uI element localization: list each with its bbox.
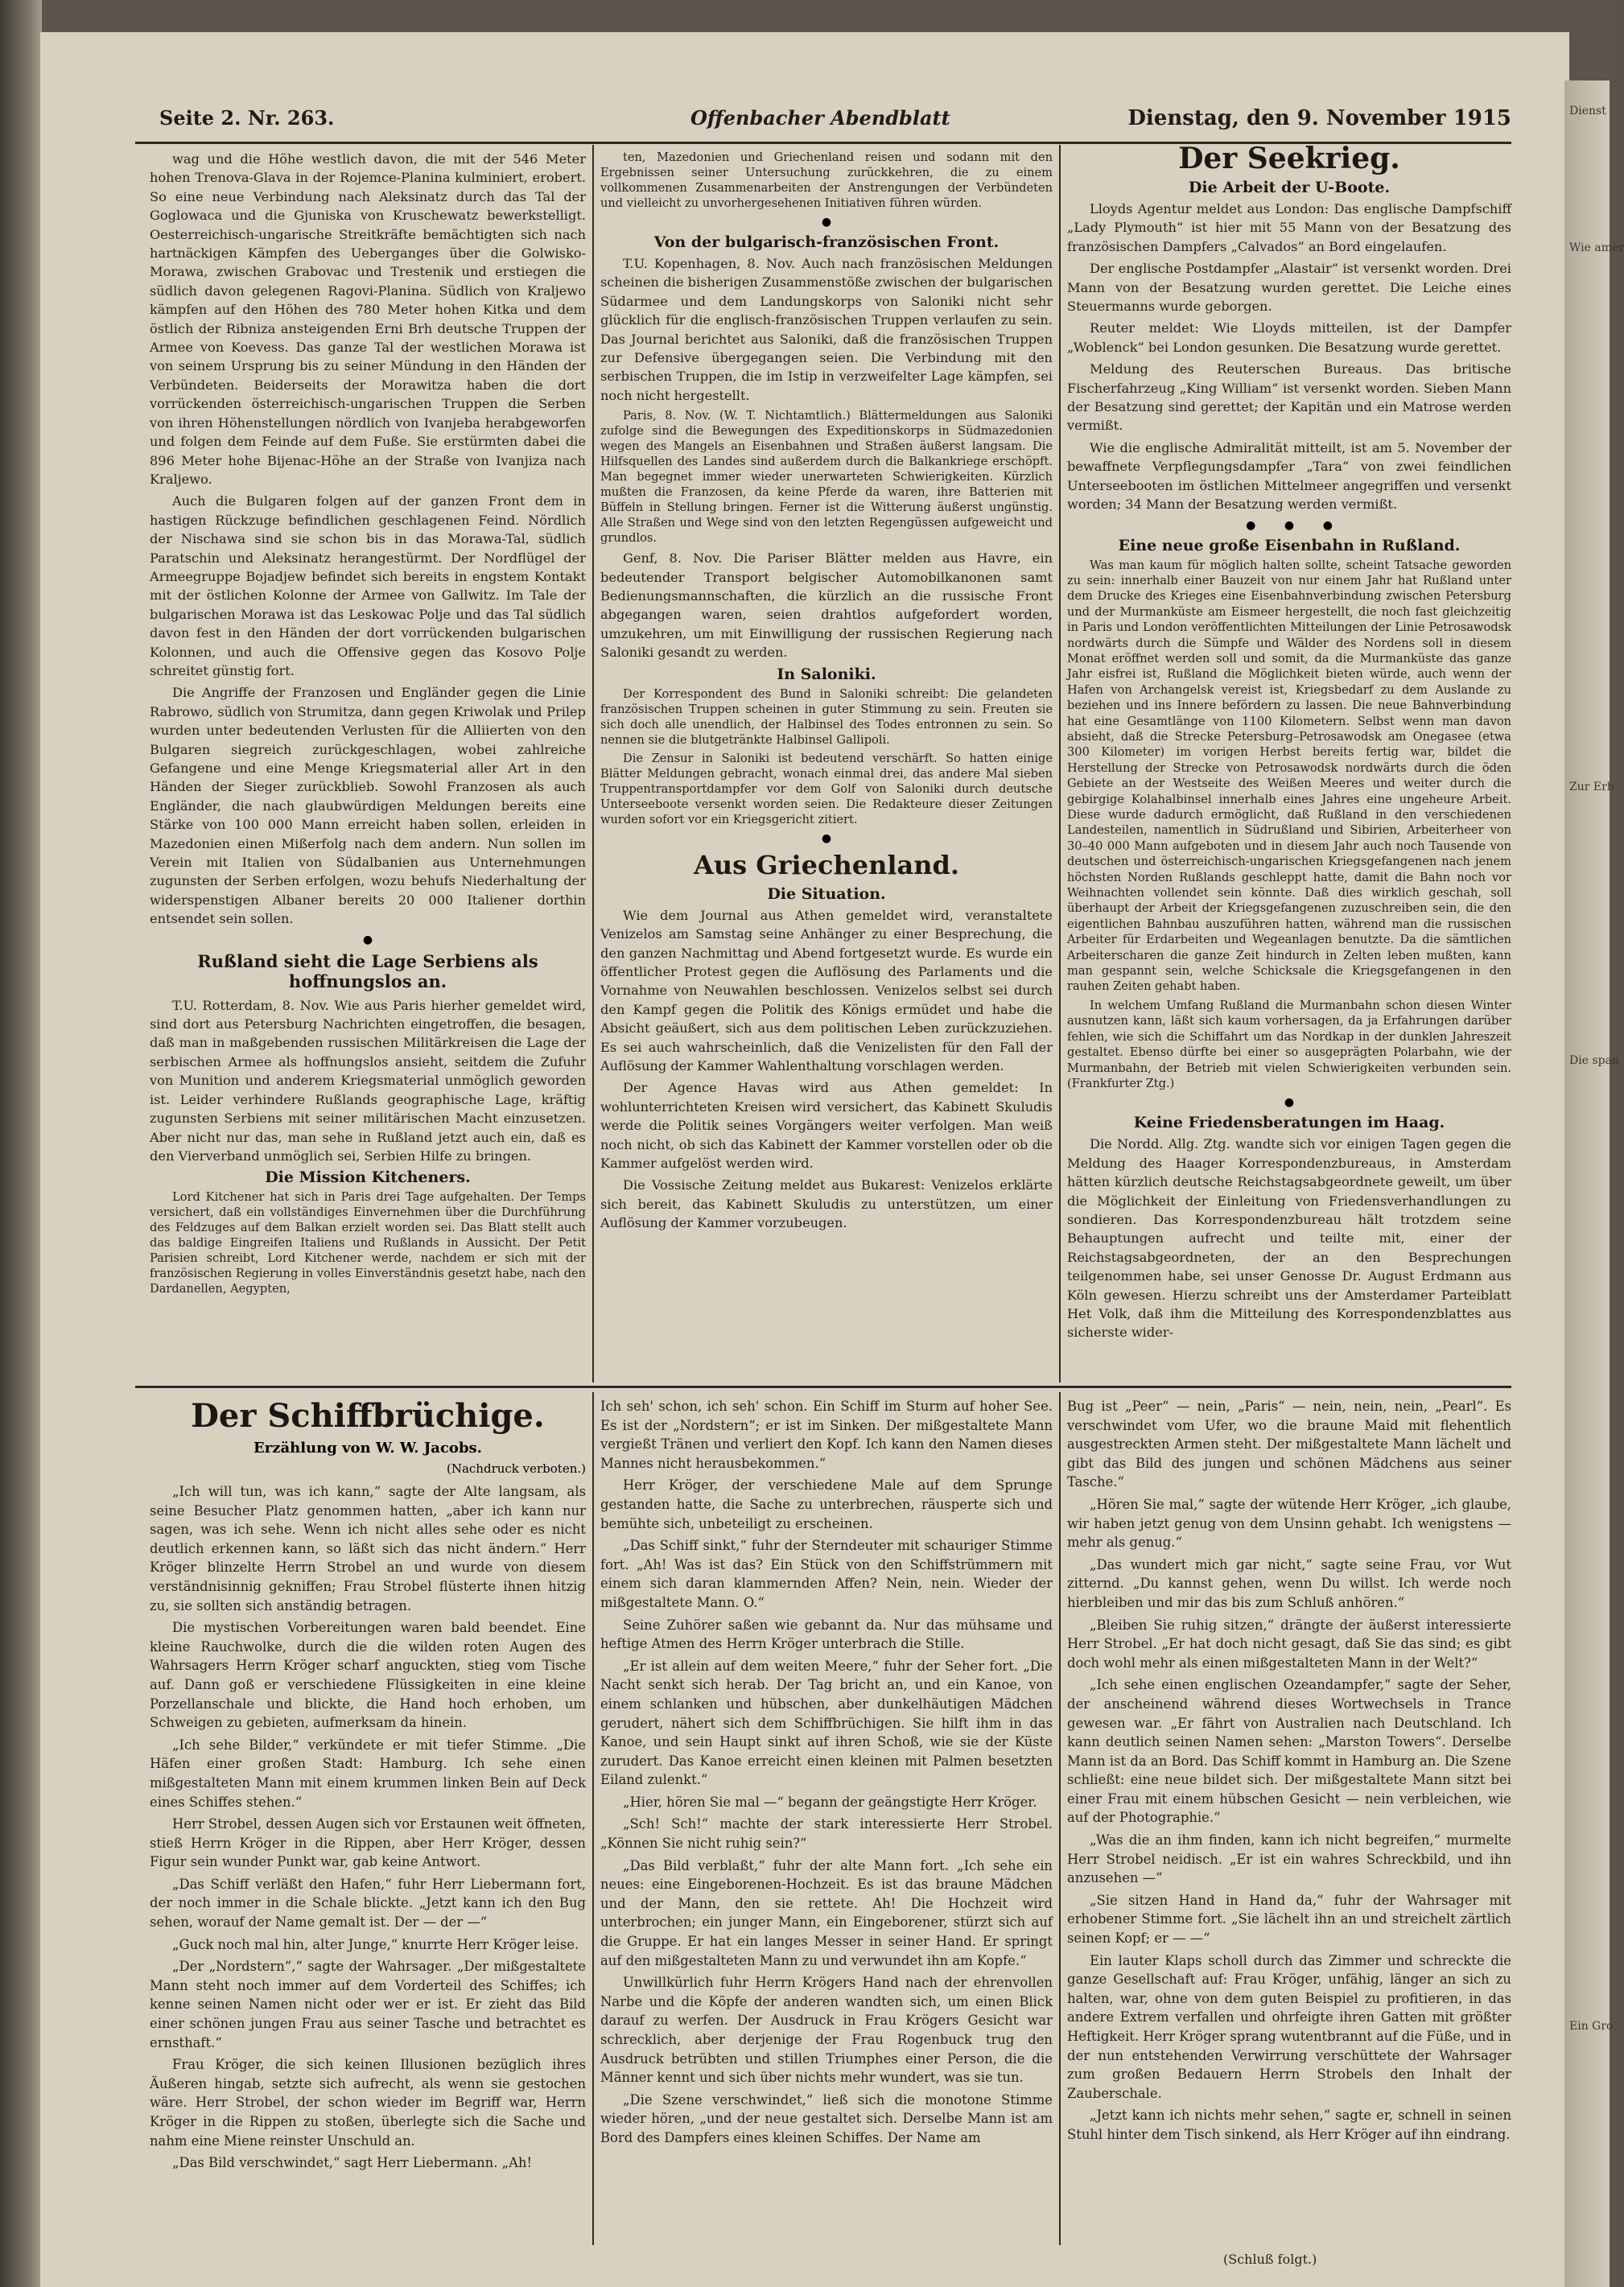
column-rule bbox=[1059, 1392, 1061, 2245]
paragraph: Lord Kitchener hat sich in Paris drei Tage aufgehalten. Der Temps versichert, daß ein vollständiges Einvernehmen über die Durchführung des Feldzuges auf dem Balkan erzielt worden sei. Das Blatt stellt auch das baldige Eingreifen Italiens und Rußlands in Aussicht. Der Petit Parisien schreibt, Lord Kitchener werde, nachdem er sich mit der französischen Regierung in volles Einverständnis gesetzt habe, nach den Dardanellen, Aegypten, bbox=[150, 1190, 586, 1296]
paragraph: Herr Kröger, der verschiedene Male auf dem Sprunge gestanden hatte, die Sache zu unterbrechen, räusperte sich und bemühte sich, unbeteiligt zu erscheinen. bbox=[600, 1477, 1053, 1531]
paragraph: Die Angriffe der Franzosen und Engländer gegen die Linie Rabrowo, südlich von Strumitza, dann gegen Kriwolak und Prilep wurden unter bedeutenden Verlusten für die Alliierten von den Bulgaren siegreich zurückgeschlagen, wobei zahlreiche Gefangene und eine Menge Kriegsmaterial aller Art in den Händen der Sieger zurückblieb. Sowohl Franzosen als auch Engländer, die nach glaubwürdigen Meldungen bereits eine Stärke von 100 000 Mann erreicht haben sollen, erleiden in Mazedonien einen Mißerfolg nach dem andern. Nun sollen im Verein mit Italien von Südalbanien aus Unternehmungen zugunsten der Serben erfolgen, wozu behufs Niederhaltung der widerspenstigen Albaner bereits 20 000 Italiener dorthin entsendet sein sollen. bbox=[150, 685, 586, 927]
paragraph: Frau Kröger, die sich keinen Illusionen bezüglich ihres Äußeren hingab, setzte sich aufrecht, als wenn sie gestochen wäre. Herr Strobel, der schon wieder im Begriff war, Herrn Kröger in die Rippen zu stoßen, überlegte sich die Sache und nahm eine Miene reinster Unschuld an. bbox=[150, 2057, 586, 2149]
story-title: Der Schiffbrüchige. bbox=[191, 1397, 545, 1435]
paragraph: ten, Mazedonien und Griechenland reisen und sodann mit den Ergebnissen seiner Untersuchung zurückkehren, die zu einem vollkommenen Zusammenarbeiten der Anstrengungen der Verbündeten und vielleicht zu unvorhergesehenen Initiativen führen würden. bbox=[600, 150, 1053, 210]
fragment: Zur Erh bbox=[1569, 781, 1614, 793]
paragraph: Der Agence Havas wird aus Athen gemeldet: In wohlunterrichteten Kreisen wird versichert, das Kabinett Skuludis werde die Politik seines Vorgängers weiter verfolgen. Man weiß noch nicht, ob sich das Kabinett der Kammer vorstellen oder ob die Kammer aufgelöst werden wird. bbox=[600, 1080, 1053, 1171]
article-heading: Eine neue große Eisenbahn in Rußland. bbox=[1118, 536, 1461, 554]
paragraph: Meldung des Reuterschen Bureaus. Das britische Fischerfahrzeug „King William“ ist versenkt worden. Sieben Mann der Besatzung sind gerettet; der Kapitän und ein Matrose werden vermißt. bbox=[1067, 361, 1511, 434]
paragraph: Ich seh' schon, ich seh' schon. Ein Schiff im Sturm auf hoher See. Es ist der „Nordstern“; er ist im Sinken. Der mißgestaltete Mann vergießt Tränen und verliert den Kopf. Ich kann den Namen dieses Mannes nicht herausbekommen.“ bbox=[600, 1399, 1053, 1471]
column-1 bbox=[150, 150, 586, 1381]
story-byline: Erzählung von W. W. Jacobs. bbox=[253, 1440, 482, 1457]
paragraph: „Hören Sie mal,“ sagte der wütende Herr Kröger, „ich glaube, wir haben jetzt genug von dem Unsinn gehabt. Ich wenigstens — mehr als genug.“ bbox=[1067, 1496, 1511, 1551]
section-heading: Aus Griechenland. bbox=[694, 849, 959, 880]
page-number: Seite 2. Nr. 263. bbox=[159, 106, 335, 130]
article-heading: Rußland sieht die Lage Serbiens als hoffnungslos an. bbox=[197, 950, 538, 991]
article-heading: In Saloniki. bbox=[777, 665, 876, 683]
article-heading: Die Situation. bbox=[767, 884, 886, 903]
paragraph: „Das Bild verblaßt,“ fuhr der alte Mann fort. „Ich sehe ein neues: eine Eingeborenen-Hochzeit. Es ist das braune Mädchen und der Mann, den sie rettete. Ah! Die Hochzeit wird unterbrochen; ein junger Mann, ein Eingeborener, stürzt sich auf die Gruppe. Er hat ein langes Messer in seiner Hand. Er springt auf den mißgestalteten Mann zu und verwundet ihn am Kopfe.“ bbox=[600, 1857, 1053, 1968]
article-heading: Von der bulgarisch-französischen Front. bbox=[653, 233, 1000, 251]
paragraph: „Hier, hören Sie mal —“ begann der geängstigte Herr Kröger. bbox=[623, 1794, 1037, 1810]
paragraph: Die Vossische Zeitung meldet aus Bukarest: Venizelos erklärte sich bereit, das Kabinett Skuludis zu unterstützen, um einer Auflösung der Kammer vorzubeugen. bbox=[600, 1177, 1053, 1231]
paragraph: „Das wundert mich gar nicht,“ sagte seine Frau, vor Wut zitternd. „Du kannst gehen, wenn Du willst. Ich werde noch hierbleiben und mir das bis zum Schluß anhören.“ bbox=[1067, 1556, 1511, 1610]
paragraph: T.U. Rotterdam, 8. Nov. Wie aus Paris hierher gemeldet wird, sind dort aus Petersburg Nachrichten eingetroffen, die besagen, daß man in maßgebenden russischen Militärkreisen die Lage der serbischen Armee als hoffnungslos ansieht, seitdem die Zufuhr von Munition und anderem Kriegsmaterial unmöglich geworden ist. Leider verhindere Rußlands geographische Lage, kräftig zugunsten Serbiens mit seiner militärischen Macht einzusetzen. Aber nicht nur das, man sehe in Rußland jetzt auch ein, daß es den Vierverband unmöglich sei, Serbien Hilfe zu bringen. bbox=[150, 997, 586, 1164]
paragraph: „Was die an ihm finden, kann ich nicht begreifen,“ murmelte Herr Strobel neidisch. „Er ist ein wahres Schreckbild, und ihn anzusehen —“ bbox=[1067, 1832, 1511, 1886]
paragraph: „Bleiben Sie ruhig sitzen,“ drängte der äußerst interessierte Herr Strobel. „Er hat doch nicht gesagt, daß Sie das sind; es gibt doch wohl mehr als einen mißgestalteten Mann in der Welt?“ bbox=[1067, 1617, 1511, 1671]
paragraph: Wie dem Journal aus Athen gemeldet wird, veranstaltete Venizelos am Samstag seine Anhänger zu einer Besprechung, die den ganzen Nachmittag und Abend fortgesetzt wurde. Es wurde ein öffentlicher Protest gegen die Auflösung des Parlaments und die Vornahme von Neuwahlen beschlossen. Venizelos selbst sei durch den Kampf gegen die Politik des Königs ermüdet und habe die Absicht geäußert, sich aus dem politischen Leben zurückzuziehen. Es sei auch wahrscheinlich, daß die Venizelisten für den Fall der Auflösung der Kammer Wahlenthaltung vorschlagen werden. bbox=[600, 907, 1053, 1073]
column-rule bbox=[1059, 145, 1061, 1383]
paragraph: Reuter meldet: Wie Lloyds mitteilen, ist der Dampfer „Woblenck“ bei London gesunken. Die Besatzung wurde gerettet. bbox=[1067, 320, 1511, 355]
paragraph: Die Zensur in Saloniki ist bedeutend verschärft. So hatten einige Blätter Meldungen gebracht, wonach einmal drei, das andere Mal sieben Truppentransportdampfer vor dem Golf von Saloniki durch deutsche Unterseeboote versenkt worden seien. Die Redakteure dieser Zeitungen wurden sofort vor ein Kriegsgericht zitiert. bbox=[600, 751, 1053, 826]
story-column-2 bbox=[600, 1397, 1053, 2242]
paragraph: „Sch! Sch!“ machte der stark interessierte Herr Strobel. „Können Sie nicht ruhig sein?“ bbox=[600, 1816, 1053, 1852]
paragraph: „Ich sehe einen englischen Ozeandampfer,“ sagte der Seher, der anscheinend während dieses Wortwechsels in Trance gewesen war. „Er fährt von Australien nach Deutschland. Ich kann deutlich seinen Namen sehen: „Marston Towers“. Derselbe Mann ist da an Bord. Das Schiff kommt in Hamburg an. Die Szene schließt: eine neue bildet sich. Der mißgestaltete Mann sitzt bei einer Frau mit einem hübschen Gesicht — nein verbleichen, wie auf der Photographie.“ bbox=[1067, 1677, 1511, 1826]
paragraph: „Guck noch mal hin, alter Junge,“ knurrte Herr Kröger leise. bbox=[172, 1936, 579, 1952]
issue-date: Dienstag, den 9. November 1915 bbox=[1127, 106, 1511, 130]
masthead-title: Offenbacher Abendblatt bbox=[690, 106, 950, 130]
paragraph: Bug ist „Peer“ — nein, „Paris“ — nein, nein, nein, „Pearl“. Es verschwindet vom Ufer, wo die braune Maid mit flehentlich ausgestreckten Armen steht. Der mißgestaltete Mann lächelt und gibt das Bild des jungen und schönen Mädchens aus seiner Tasche.“ bbox=[1067, 1399, 1511, 1490]
article-heading: Keine Friedensberatungen im Haag. bbox=[1133, 1114, 1445, 1132]
fragment: Dienst bbox=[1569, 105, 1606, 117]
paragraph: „Die Szene verschwindet,“ ließ sich die monotone Stimme wieder hören, „und der neue gestaltet sich. Derselbe Mann ist am Bord des Dampfers eines kleinen Schiffes. Der Name am bbox=[600, 2091, 1053, 2145]
paragraph: Der Korrespondent des Bund in Saloniki schreibt: Die gelandeten französischen Truppen scheinen in guter Stimmung zu sein. Freuten sie sich doch alle unendlich, der Halbinsel des Todes entronnen zu sein. So nennen sie die blutgetränkte Halbinsel Gallipoli. bbox=[600, 686, 1053, 747]
paragraph: In welchem Umfang Rußland die Murmanbahn schon diesen Winter ausnutzen kann, läßt sich kaum vorhersagen, da ja Erfahrungen darüber fehlen, wie sich die Schiffahrt um das Nordkap in der dunklen Jahreszeit gestaltet. Ebenso dürfte bei einer so ausgeprägten Polarbahn, wie der Murmanbahn, der Betrieb mit vielen Schwierigkeiten verbunden sein. (Frankfurter Ztg.) bbox=[1067, 998, 1511, 1090]
paragraph: Auch die Bulgaren folgen auf der ganzen Front dem in hastigen Rückzuge befindlichen geschlagenen Feind. Nördlich der Nischawa sind sie schon bis in das Morawa-Tal, südlich Paratschin und Aleksinatz herangestürmt. Der Nordflügel der Armeegruppe Bojadjew befindet sich bereits in engstem Kontakt mit der östlichen Kolonne der Armee von Gallwitz. Im Tale der bulgarischen Morawa ist das Leskowac Polje und das Tal südlich davon fest in den Händen der dort vorrückenden bulgarischen Kolonnen, und auch die Offensive gegen das Kosovo Polje schreitet günstig fort. bbox=[150, 493, 586, 678]
fragment: Die span bbox=[1569, 1054, 1619, 1067]
paragraph: Lloyds Agentur meldet aus London: Das englische Dampfschiff „Lady Plymouth“ ist hier mit 55 Mann von der Besatzung des französischen Dampfers „Calvados“ an Bord eingelaufen. bbox=[1067, 201, 1511, 254]
book-binding bbox=[0, 0, 42, 2287]
fragment: Ein Gro bbox=[1569, 2020, 1614, 2033]
column-3 bbox=[1067, 138, 1511, 1381]
story-column-3 bbox=[1067, 1397, 1511, 2242]
column-2 bbox=[600, 150, 1053, 1381]
article-heading: Die Arbeit der U-Boote. bbox=[1188, 179, 1391, 196]
paragraph: Genf, 8. Nov. Die Pariser Blätter melden aus Havre, ein bedeutender Transport belgischer Automobilkanonen samt Bedienungsmannschaften, die kürzlich an die russische Front abgegangen waren, seien drahtlos aufgefordert worden, umzukehren, um mit Einwilligung der russischen Regierung nach Saloniki gesandt zu werden. bbox=[600, 550, 1053, 661]
paragraph: Wie die englische Admiralität mitteilt, ist am 5. November der bewaffnete Verpflegungsdampfer „Tara“ von zwei feindlichen Unterseebooten im östlichen Mittelmeer angegriffen und versenkt worden; 34 Mann der Besatzung werden vermißt. bbox=[1067, 439, 1511, 513]
article-heading: Die Mission Kitcheners. bbox=[265, 1168, 471, 1187]
paragraph: Herr Strobel, dessen Augen sich vor Erstaunen weit öffneten, stieß Herrn Kröger in die Rippen, aber Herr Kröger, dessen Figur sein wunder Punkt war, gab keine Antwort. bbox=[150, 1816, 586, 1870]
paragraph: Paris, 8. Nov. (W. T. Nichtamtlich.) Blättermeldungen aus Saloniki zufolge sind die Bewegungen des Expeditionskorps in Südmazedonien wegen des Mangels an Eisenbahnen und Straßen äußerst langsam. Die Hilfsquellen des Landes sind außerdem durch die Balkankriege erschöpft. Man begegnet immer wieder unerwarteten Schwierigkeiten. Kürzlich mußten die Franzosen, da keine Pferde da waren, ihre Batterien mit Büffeln in Stellung bringen. Ferner ist die Witterung äußerst ungünstig. Alle Straßen und Wege sind von den letzten Regengüssen aufgeweicht und grundlos. bbox=[600, 409, 1053, 546]
reprint-note: (Nachdruck verboten.) bbox=[446, 1461, 586, 1476]
paragraph: „Ich will tun, was ich kann,“ sagte der Alte langsam, als seine Besucher Platz genommen hatten, „aber ich kann nur sagen, was ich sehe. Wenn ich nicht alles sehe oder es nicht deutlich erkennen kann, so läßt sich das nicht ändern.“ Herr Kröger blinzelte Herrn Strobel an und wurde von diesem verständnisinnig gekniffen; Frau Strobel flüsterte ihnen hitzig zu, sie sollten sich anständig betragen. bbox=[150, 1484, 586, 1613]
paragraph: „Sie sitzen Hand in Hand da,“ fuhr der Wahrsager mit erhobener Stimme fort. „Sie lächelt ihn an und streichelt zärtlich seinen Kopf; er — —“ bbox=[1067, 1892, 1511, 1947]
separator: ● bbox=[821, 216, 832, 229]
story-column-1 bbox=[150, 1397, 586, 2242]
paragraph: „Jetzt kann ich nichts mehr sehen,“ sagte er, schnell in seinen Stuhl hinter dem Tisch sinkend, als Herr Kröger auf ihn eindrang. bbox=[1067, 2108, 1511, 2142]
paragraph: „Er ist allein auf dem weiten Meere,“ fuhr der Seher fort. „Die Nacht senkt sich herab. Der Tag bricht an, und ein Kanoe, von einem schlanken und hübschen, aber dunkelhäutigen Mädchen gerudert, nähert sich dem Schiffbrüchigen. Sie hilft ihm in das Kanoe, und sein Haupt sinkt auf ihren Schoß, wie sie der Küste zurudert. Das Kanoe erreicht einen kleinen mit Palmen besetzten Eiland zulenkt.“ bbox=[600, 1658, 1053, 1788]
paragraph: Ein lauter Klaps scholl durch das Zimmer und schreckte die ganze Gesellschaft auf: Frau Kröger, unfähig, länger an sich zu halten, war, ohne von dem guten Beispiel zu profitieren, in das andere Extrem verfallen und ohrfeigte ihren Gatten mit größter Heftigkeit. Herr Kröger sprang wutentbrannt auf die Füße, und in der nun entstehenden Verwirrung verschüttete der Wahrsager zum großen Bedauern Herrn Strobels den Inhalt der Zauberschale. bbox=[1067, 1952, 1511, 2101]
adjacent-page-edge bbox=[1564, 80, 1624, 2287]
fragment: Wie amer bbox=[1569, 241, 1624, 254]
paragraph: „Der „Nordstern“,“ sagte der Wahrsager. „Der mißgestaltete Mann steht noch immer auf dem Vorderteil des Schiffes; ich kenne seinen Namen nicht oder wer er ist. Er zieht das Bild einer schönen jungen Frau aus seiner Tasche und betrachtet es ernsthaft.“ bbox=[150, 1959, 586, 2050]
paragraph: Unwillkürlich fuhr Herrn Krögers Hand nach der ehrenvollen Narbe und die Köpfe der anderen wandten sich, um einen Blick darauf zu werfen. Der Ausdruck in Frau Krögers Gesicht war schrecklich, aber derjenige der Frau Rogenbuck trug den Ausdruck betrübten und stillen Triumphes einer Person, die die Männer kennt und sich über nichts mehr wundert, was sie tun. bbox=[600, 1975, 1053, 2086]
column-rule bbox=[592, 145, 594, 1383]
paragraph: „Ich sehe Bilder,“ verkündete er mit tiefer Stimme. „Die Häfen einer großen Stadt: Hamburg. Ich sehe einen mißgestalteten Mann mit einem krummen linken Bein auf Deck eines Schiffes stehen.“ bbox=[150, 1737, 586, 1810]
paragraph: wag und die Höhe westlich davon, die mit der 546 Meter hohen Trenova-Glava in der Rojemce-Planina kulminiert, erobert. So eine neue Verbindung nach Aleksinatz durch das Tal der Goglowaca und die Gjuniska von Kruschewatz bewerkstelligt. Oesterreichisch-ungarische Streitkräfte bemächtigten sich nach hartnäckigen Kämpfen des Ueberganges über die Golwisko-Morawa, zwischen Grabovac und Trestenik und erstiegen die südlich davon gelegenen Ragovi-Planina. Südlich von Kraljewo kämpfen auf den Höhen des 780 Meter hohen Kitka und dem östlich der Ribniza ansteigenden Erni Brh deutsche Truppen der Armee von Koevess. Das ganze Tal der westlichen Morawa ist von seinem Ursprung bis zu seiner Mündung in den Händen der Verbündeten. Beiderseits der Morawitza haben die dort vorrückenden österreichisch-ungarischen Truppen die Serben von ihren Höhenstellungen nördlich von Ivanjeba herabgeworfen und folgen dem Feinde auf dem Fuße. Sie erstürmten dabei die 896 Meter hohe Bijenac-Höhe an der Straße von Ivanjiza nach Kraljewo. bbox=[150, 151, 586, 487]
paragraph: Der englische Postdampfer „Alastair“ ist versenkt worden. Drei Mann von der Besatzung wurden gerettet. Die Leiche eines Steuermanns wurde geborgen. bbox=[1067, 261, 1511, 315]
separator: ● ● ● bbox=[1246, 518, 1333, 532]
paragraph: Die Nordd. Allg. Ztg. wandte sich vor einigen Tagen gegen die Meldung des Haager Korrespondenzbureaus, in Amsterdam hätten kürzlich deutsche Reichstagsabgeordnete geweilt, um über die Möglichkeit der Einleitung von Friedensverhandlungen zu sondieren. Das Korrespondenzbureau hält trotzdem seine Behauptungen aufrecht und teilte mit, einer der Reichstagsabgeordneten, der an den Besprechungen teilgenommen habe, sei unser Genosse Dr. August Erdmann aus Köln gewesen. Hierzu schreibt uns der Amsterdamer Parteiblatt Het Volk, daß ihm die Mitteilung des Korrespondenzblattes aus sicherste wider- bbox=[1067, 1136, 1511, 1341]
paragraph: Was man kaum für möglich halten sollte, scheint Tatsache geworden zu sein: innerhalb einer Bauzeit von nur einem Jahr hat Rußland unter dem Drucke des Krieges eine Eisenbahnverbindung zwischen Petersburg und der Murmanküste am Eismeer hergestellt, die noch fast gleichzeitig in Paris und London veröffentlichten Mitteilungen der Linie Petrosawodsk nordwärts durch die Sümpfe und Wälder des Nordens soll in diesem Monat eröffnet werden soll und somit, da die Murmanküste das ganze Jahr eisfrei ist, Rußland die Möglichkeit bieten würde, auch wenn der Hafen von Archangelsk vereist ist, Kriegsbedarf zu dem Auslande zu beziehen und ins Innere befördern zu lassen. Die neue Bahnverbindung hat eine Gesamtlänge von 1100 Kilometern. Selbst wenn man davon absieht, daß die Strecke Petersburg–Petrosawodsk am Onegasee (etwa 300 Kilometer) im vorigen Herbst bereits fertig war, bildet die Herstellung der Strecke von Petrosawodsk nordwärts durch die öden Gebiete an der Westseite des Weißen Meeres und weiter durch die gebirgige Kolahalbinsel innerhalb eines Jahres eine ungeheure Arbeit. Diese wurde dadurch ermöglicht, daß Rußland in den verschiedenen Landesteilen, namentlich in Südrußland und Sibirien, Arbeiterheer von 30–40 000 Mann aufgeboten und in diesem Jahr auch noch Tausende von deutschen und österreichisch-ungarischen Kriegsgefangenen nach jenem höchsten Norden Rußlands geschleppt hatte, damit die Bahn noch vor Weihnachten vollendet sein könnte. Daß dies wirklich geschah, soll überhaupt der Arbeit der Kriegsgefangenen zuzuschreiben sein, die den eigentlichen Bahnbau auszuführen hatten, während man die russischen Arbeiter für Erdarbeiten und Wegeanlagen benutzte. Da die sämtlichen Arbeiterscharen die ganze Zeit hindurch in Zelten leben mußten, kann man gespannt sein, welche Schicksale die Kriegsgefangenen in den rauhen Zeiten gehabt haben. bbox=[1067, 558, 1511, 994]
paragraph: Die mystischen Vorbereitungen waren bald beendet. Eine kleine Rauchwolke, durch die die wilden roten Augen des Wahrsagers Herrn Kröger scharf anguckten, stieg vom Tische auf. Dann goß er verschiedene Flüssigkeiten in eine kleine Porzellanschale und blickte, die Hand hoch erhoben, um Schweigen zu gebieten, aufmerksam da hinein. bbox=[150, 1620, 586, 1731]
paragraph: T.U. Kopenhagen, 8. Nov. Auch nach französischen Meldungen scheinen die bisherigen Zusammenstöße zwischen der bulgarischen Südarmee und dem Landungskorps von Saloniki nicht sehr glücklich für die englisch-französischen Truppen verlaufen zu sein. Das Journal berichtet aus Saloniki, daß die französischen Truppen zur Defensive übergegangen seien. Die Verbindung mit den serbischen Truppen, die im Istip in verzweifelter Lage kämpfen, sei noch nicht hergestellt. bbox=[600, 256, 1053, 403]
column-rule bbox=[592, 1392, 594, 2245]
separator: ● bbox=[821, 831, 832, 845]
paragraph: „Das Schiff sinkt,“ fuhr der Sterndeuter mit schauriger Stimme fort. „Ah! Was ist das? Ein Stück von den Schiffstrümmern mit einem sich daran klammernden Affen? Nein, nein. Wieder der mißgestaltete Mann. O.“ bbox=[600, 1538, 1053, 1610]
separator: ● bbox=[362, 933, 373, 946]
paragraph: „Das Bild verschwindet,“ sagt Herr Liebermann. „Ah! bbox=[172, 2155, 533, 2171]
separator: ● bbox=[1284, 1096, 1295, 1110]
section-heading: Der Seekrieg. bbox=[1178, 142, 1400, 175]
feuilleton-rule bbox=[135, 1386, 1511, 1388]
continued-note: (Schluß folgt.) bbox=[1223, 2252, 1317, 2267]
paragraph: Seine Zuhörer saßen wie gebannt da. Nur das mühsame und heftige Atmen des Herrn Kröger unterbrach die Stille. bbox=[600, 1617, 1053, 1652]
paragraph: „Das Schiff verläßt den Hafen,“ fuhr Herr Liebermann fort, der noch immer in die Schale blickte. „Jetzt kann ich den Bug sehen, worauf der Name gemalt ist. Der — der —“ bbox=[150, 1876, 586, 1931]
